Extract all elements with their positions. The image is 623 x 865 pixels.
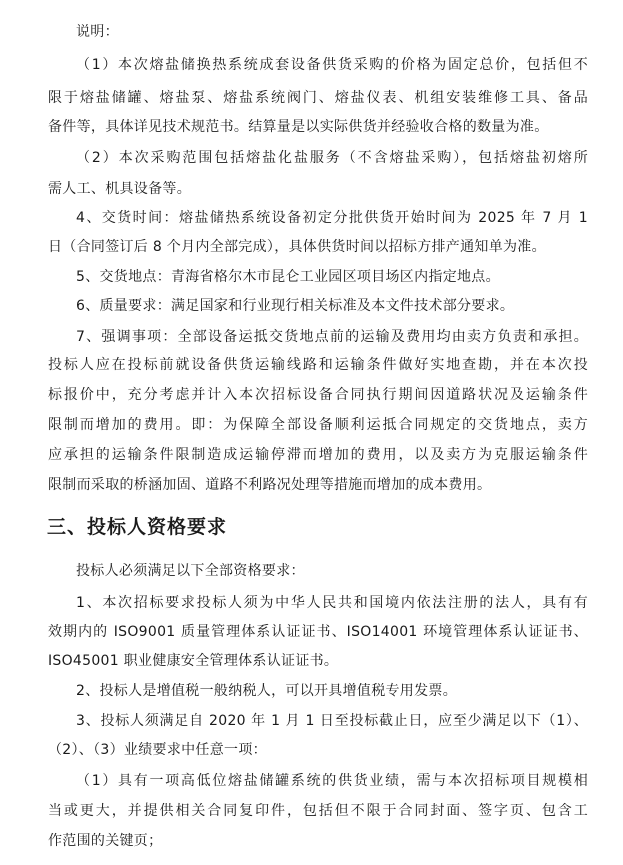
qualification-req3-line2: （2）、（3）业绩要求中任意一项： [48,742,267,758]
section-heading: 三、投标人资格要求 [47,516,228,538]
qualification-req1-line3: ISO45001 职业健康安全管理体系认证证书。 [48,653,339,669]
qualification-req3-line1: 3、投标人须满足自 2020 年 1 月 1 日至投标截止日，应至少满足以下（1）、 [76,713,588,729]
delivery-place: 5、交货地点：青海省格尔木市昆仑工业园区项目场区内指定地点。 [76,269,500,285]
qualification-req3-1-line2: 当或更大，并提供相关合同复印件，包括但不限于合同封面、签字页、包含工 [48,803,588,819]
emphasis-line5: 应承担的运输条件限制造成运输停滞而增加的费用，以及卖方为克服运输条件 [48,447,588,463]
emphasis-line6: 限制而采取的桥涵加固、道路不利路况处理等措施而增加的成本费用。 [48,477,492,493]
notes-item1-line2: 限于熔盐储罐、熔盐泵、熔盐系统阀门、熔盐仪表、机组安装维修工具、备品 [48,90,588,106]
emphasis-line3: 标报价中，充分考虑并计入本次招标设备合同执行期间因道路状况及运输条件 [48,387,588,403]
qualification-intro: 投标人必须满足以下全部资格要求： [76,563,305,579]
notes-item2-line1: （2）本次采购范围包括熔盐化盐服务（不含熔盐采购），包括熔盐初熔所 [76,150,588,166]
delivery-time-line1: 4、交货时间：熔盐储热系统设备初定分批供货开始时间为 2025 年 7 月 1 [76,210,588,226]
notes-label: 说明： [76,24,119,40]
quality-requirement: 6、质量要求：满足国家和行业现行相关标准及本文件技术部分要求。 [76,298,515,314]
notes-item1-line1: （1）本次熔盐储换热系统成套设备供货采购的价格为固定总价，包括但不 [76,57,588,73]
qualification-req1-line1: 1、本次招标要求投标人须为中华人民共和国境内依法注册的法人，具有有 [76,595,588,611]
emphasis-line4: 限制而增加的费用。即：为保障全部设备顺利运抵合同规定的交货地点，卖方 [48,417,588,433]
qualification-req3-1-line3: 作范围的关键页； [48,833,163,849]
qualification-req2: 2、投标人是增值税一般纳税人，可以开具增值税专用发票。 [76,683,458,699]
emphasis-line2: 投标人应在投标前就设备供货运输线路和运输条件做好实地查勘，并在本次投 [48,357,588,373]
delivery-time-line2: 日（合同签订后 8 个月内全部完成），具体供货时间以招标方排产通知单为准。 [48,239,546,255]
notes-item2-line2: 需人工、机具设备等。 [48,181,191,197]
notes-item1-line3: 备件等，具体详见技术规范书。结算量是以实际供货并经验收合格的数量为准。 [48,119,549,135]
qualification-req3-1-line1: （1）具有一项高低位熔盐储罐系统的供货业绩，需与本次招标项目规模相 [76,773,588,789]
qualification-req1-line2: 效期内的 ISO9001 质量管理体系认证证书、ISO14001 环境管理体系认证证书、 [48,624,588,640]
emphasis-line1: 7、强调事项：全部设备运抵交货地点前的运输及费用均由卖方负责和承担。 [76,329,588,345]
